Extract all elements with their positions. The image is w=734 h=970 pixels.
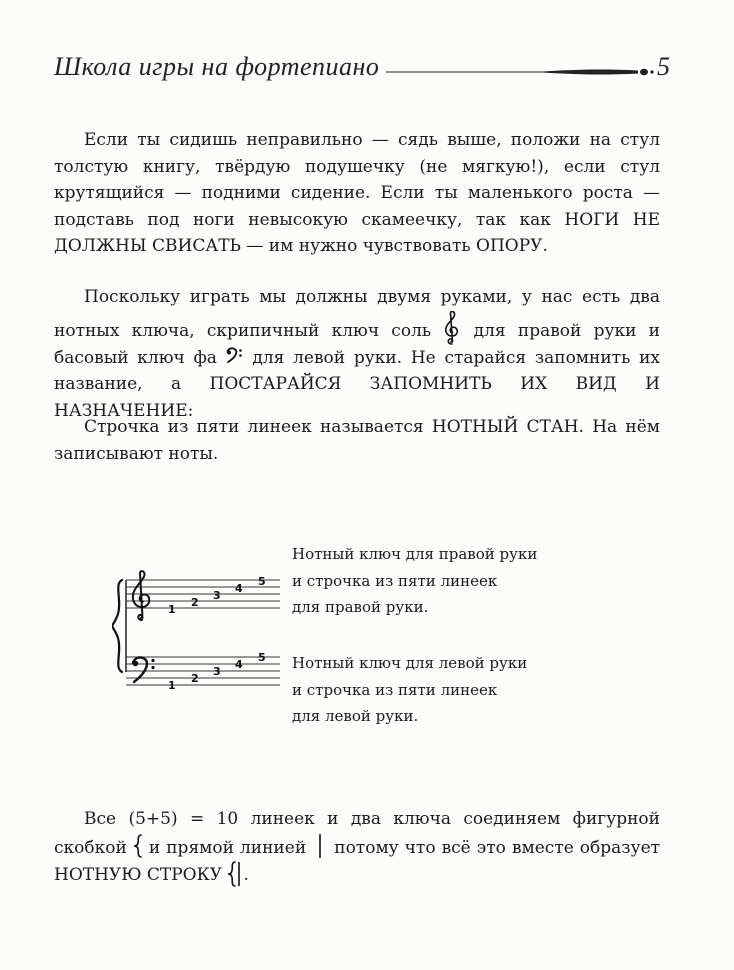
- line-number-1: 1: [168, 603, 176, 616]
- bass-clef-icon: [226, 347, 244, 365]
- caption-line: и строчка из пяти линеек: [292, 571, 498, 590]
- line-number-2: 2: [191, 672, 199, 685]
- caption-line: Нотный ключ для левой руки: [292, 654, 528, 672]
- caption-line: для левой руки.: [292, 707, 419, 725]
- paragraph-clefs: [54, 284, 660, 424]
- bass-staff: [126, 657, 280, 685]
- vertical-line-icon: [312, 833, 328, 859]
- line-number-3: 3: [213, 665, 221, 678]
- grand-staff-diagram: [112, 564, 282, 694]
- page-header: [54, 52, 674, 92]
- treble-caption: [292, 541, 537, 621]
- brace-icon: [112, 580, 122, 672]
- page-number: 5: [657, 52, 670, 81]
- caption-line: Нотный ключ для правой руки: [292, 545, 538, 563]
- paragraph-sitting-posture: [54, 127, 660, 260]
- line-number-4: 4: [235, 582, 243, 595]
- brace-and-line-icon: [227, 861, 243, 887]
- paragraph-text-part: для правой руки и басовый ключ фа: [54, 320, 661, 368]
- paragraph-system: [54, 806, 660, 889]
- caption-line: для правой руки.: [292, 598, 429, 616]
- bass-caption: [292, 650, 527, 730]
- header-title: Школа игры на фортепиано: [54, 52, 380, 81]
- paragraph-text-part: .: [243, 865, 249, 885]
- caption-line: и строчка из пяти линеек: [292, 680, 498, 699]
- paragraph-text-part: Поскольку играть мы должны двумя руками, у нас есть два нотных ключа, скрипичный ключ соль: [54, 287, 660, 341]
- header-ornament-line: [386, 64, 666, 84]
- line-number-5: 5: [258, 651, 266, 664]
- paragraph-text-part: потому что всё это вместе образует НОТНУЮ СТРОКУ: [54, 837, 661, 885]
- line-number-5: 5: [258, 575, 266, 588]
- paragraph-text-part: для левой руки. Не старайся запомнить их название, а ПОСТАРАЙСЯ ЗАПОМНИТЬ ИХ ВИД И НАЗНАЧЕНИЕ:: [54, 347, 660, 421]
- paragraph-text-part: и прямой линией: [148, 837, 307, 858]
- line-number-3: 3: [213, 589, 221, 602]
- line-number-4: 4: [235, 658, 243, 671]
- treble-clef-icon: [443, 311, 461, 345]
- line-number-2: 2: [191, 596, 199, 609]
- paragraph-text: Строчка из пяти линеек называется НОТНЫЙ СТАН. На нём записывают ноты.: [54, 417, 660, 464]
- brace-icon: [133, 834, 143, 858]
- paragraph-text: Если ты сидишь неправильно — сядь выше, положи на стул толстую книгу, твёрдую подушечку (не мягкую!), если стул крутящийся — подними сидение. Если ты маленького роста — подставь под ноги невысокую скамеечку, так как НОГИ НЕ ДОЛЖНЫ СВИСАТЬ — им нужно чувствовать ОПОРУ.: [54, 130, 660, 256]
- paragraph-staff-definition: [54, 414, 660, 467]
- line-number-1: 1: [168, 679, 176, 692]
- paragraph-text-part: Все (5+5) = 10 линеек и два ключа соединяем фигурной скобкой: [54, 809, 660, 858]
- treble-clef-icon: [133, 571, 149, 620]
